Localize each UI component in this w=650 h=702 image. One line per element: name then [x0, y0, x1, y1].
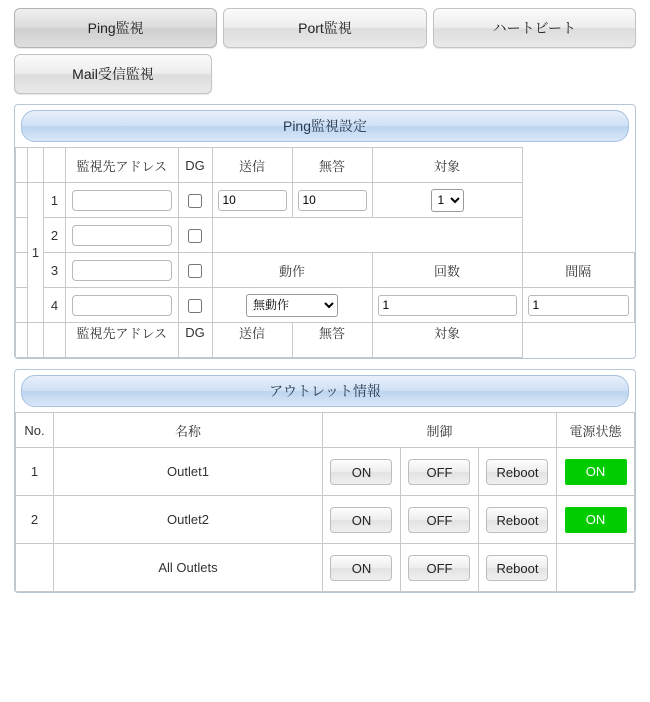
- outlet-name-1: Outlet1: [54, 448, 323, 496]
- address-cell-2: [66, 218, 179, 253]
- outlet-on-button-2[interactable]: ON: [330, 507, 392, 533]
- outlet-no-2: 2: [16, 496, 54, 544]
- outlet-name-2: Outlet2: [54, 496, 323, 544]
- outlet-state-cell-2: [557, 496, 635, 544]
- ping-settings-panel: [14, 104, 636, 359]
- sidebar-spacer-4: [16, 288, 28, 323]
- tab-port-monitor[interactable]: Port監視: [223, 8, 426, 48]
- row-number-3: 3: [44, 253, 66, 288]
- outlet-off-button-all[interactable]: OFF: [408, 555, 470, 581]
- outlet-on-cell-all: [322, 544, 400, 592]
- clip-rownum-spacer: [44, 323, 66, 358]
- clipped-header-row: [16, 323, 635, 358]
- interval-cell: [522, 288, 635, 323]
- clip-header-noreply: [292, 323, 372, 358]
- sidebar-spacer-1: [16, 183, 28, 218]
- outlet-reboot-button-all[interactable]: Reboot: [486, 555, 548, 581]
- header-dg: DG: [178, 148, 212, 183]
- outlet-info-title: アウトレット情報: [21, 375, 629, 407]
- address-input-1[interactable]: [72, 190, 172, 211]
- header-outlet-name: 名称: [54, 413, 323, 448]
- dg-cell-4: [178, 288, 212, 323]
- outlet-on-cell-1: [322, 448, 400, 496]
- status-badge-2: ON: [565, 507, 627, 533]
- tab-ping-monitor[interactable]: Ping監視: [14, 8, 217, 48]
- tab-row-primary: [14, 8, 636, 48]
- ping-header-row: [16, 148, 635, 183]
- header-outlet-no: No.: [16, 413, 54, 448]
- row-number-1: 1: [44, 183, 66, 218]
- outlet-reboot-cell-1: [478, 448, 556, 496]
- outlet-off-button-2[interactable]: OFF: [408, 507, 470, 533]
- outlet-on-cell-2: [322, 496, 400, 544]
- header-target: 対象: [372, 148, 522, 183]
- outlet-reboot-cell-all: [478, 544, 556, 592]
- count-input[interactable]: [378, 295, 517, 316]
- clip-header-dg: [178, 323, 212, 358]
- action-select[interactable]: [246, 294, 338, 317]
- outlet-reboot-button-1[interactable]: Reboot: [486, 459, 548, 485]
- outlet-name-all: All Outlets: [54, 544, 323, 592]
- table-row: [16, 448, 635, 496]
- header-noreply: 無答: [292, 148, 372, 183]
- outlet-reboot-cell-2: [478, 496, 556, 544]
- ping-settings-table: [15, 147, 635, 358]
- table-row: [16, 288, 635, 323]
- dg-cell-3: [178, 253, 212, 288]
- sidebar-spacer-clip: [16, 323, 28, 358]
- send-cell: [212, 183, 292, 218]
- address-input-4[interactable]: [72, 295, 172, 316]
- outlet-off-cell-1: [400, 448, 478, 496]
- tab-row-spacer: [218, 54, 636, 94]
- clip-header-target-text: 対象: [433, 325, 460, 341]
- dg-checkbox-3[interactable]: [188, 264, 202, 278]
- header-outlet-power-state: 電源状態: [557, 413, 635, 448]
- target-select[interactable]: [431, 189, 464, 212]
- table-row: [16, 253, 635, 288]
- blank-cell-row2: [212, 218, 522, 253]
- count-cell: [372, 288, 522, 323]
- send-input[interactable]: [218, 190, 287, 211]
- group-header-spacer: [28, 148, 44, 183]
- table-row: [16, 218, 635, 253]
- clip-header-dg-text: DG: [185, 324, 205, 340]
- outlet-off-cell-2: [400, 496, 478, 544]
- address-cell-1: [66, 183, 179, 218]
- tab-row-secondary: [14, 54, 636, 94]
- outlet-state-cell-all: [557, 544, 635, 592]
- status-badge-1: ON: [565, 459, 627, 485]
- action-cell: [212, 288, 372, 323]
- row-number-2: 2: [44, 218, 66, 253]
- outlet-off-cell-all: [400, 544, 478, 592]
- tab-mail-receive-monitor[interactable]: Mail受信監視: [14, 54, 212, 94]
- target-cell: [372, 183, 522, 218]
- header-count: 回数: [372, 253, 522, 288]
- sidebar-spacer-head: [16, 148, 28, 183]
- clip-header-address: [66, 323, 179, 358]
- address-cell-3: [66, 253, 179, 288]
- header-interval: 間隔: [522, 253, 635, 288]
- outlet-on-button-1[interactable]: ON: [330, 459, 392, 485]
- sidebar-spacer-2: [16, 218, 28, 253]
- group-number: 1: [28, 183, 44, 323]
- outlet-state-cell-1: [557, 448, 635, 496]
- outlet-header-row: [16, 413, 635, 448]
- header-send: 送信: [212, 148, 292, 183]
- outlet-reboot-button-2[interactable]: Reboot: [486, 507, 548, 533]
- address-input-3[interactable]: [72, 260, 172, 281]
- outlet-off-button-1[interactable]: OFF: [408, 459, 470, 485]
- tab-heartbeat[interactable]: ハートビート: [433, 8, 636, 48]
- table-row: [16, 496, 635, 544]
- header-address: 監視先アドレス: [66, 148, 179, 183]
- table-row: [16, 183, 635, 218]
- dg-cell-1: [178, 183, 212, 218]
- noreply-cell: [292, 183, 372, 218]
- address-input-2[interactable]: [72, 225, 172, 246]
- noreply-input[interactable]: [298, 190, 367, 211]
- row-number-4: 4: [44, 288, 66, 323]
- outlet-on-button-all[interactable]: ON: [330, 555, 392, 581]
- outlet-table: [15, 412, 635, 592]
- clip-header-send-text: 送信: [238, 325, 265, 341]
- address-cell-4: [66, 288, 179, 323]
- header-outlet-control: 制御: [322, 413, 556, 448]
- outlet-info-panel: [14, 369, 636, 593]
- clip-header-send: [212, 323, 292, 358]
- dg-checkbox-2[interactable]: [188, 229, 202, 243]
- rownum-header-spacer: [44, 148, 66, 183]
- dg-checkbox-1[interactable]: [188, 194, 202, 208]
- dg-cell-2: [178, 218, 212, 253]
- outlet-no-all: [16, 544, 54, 592]
- dg-checkbox-4[interactable]: [188, 299, 202, 313]
- clip-header-noreply-text: 無答: [318, 325, 345, 341]
- interval-input[interactable]: [528, 295, 630, 316]
- header-action: 動作: [212, 253, 372, 288]
- table-row: [16, 544, 635, 592]
- clip-header-target: [372, 323, 522, 358]
- outlet-no-1: 1: [16, 448, 54, 496]
- sidebar-spacer-3: [16, 253, 28, 288]
- clip-group-spacer: [28, 323, 44, 358]
- ping-settings-title: Ping監視設定: [21, 110, 629, 142]
- clip-header-address-text: 監視先アドレス: [76, 325, 168, 341]
